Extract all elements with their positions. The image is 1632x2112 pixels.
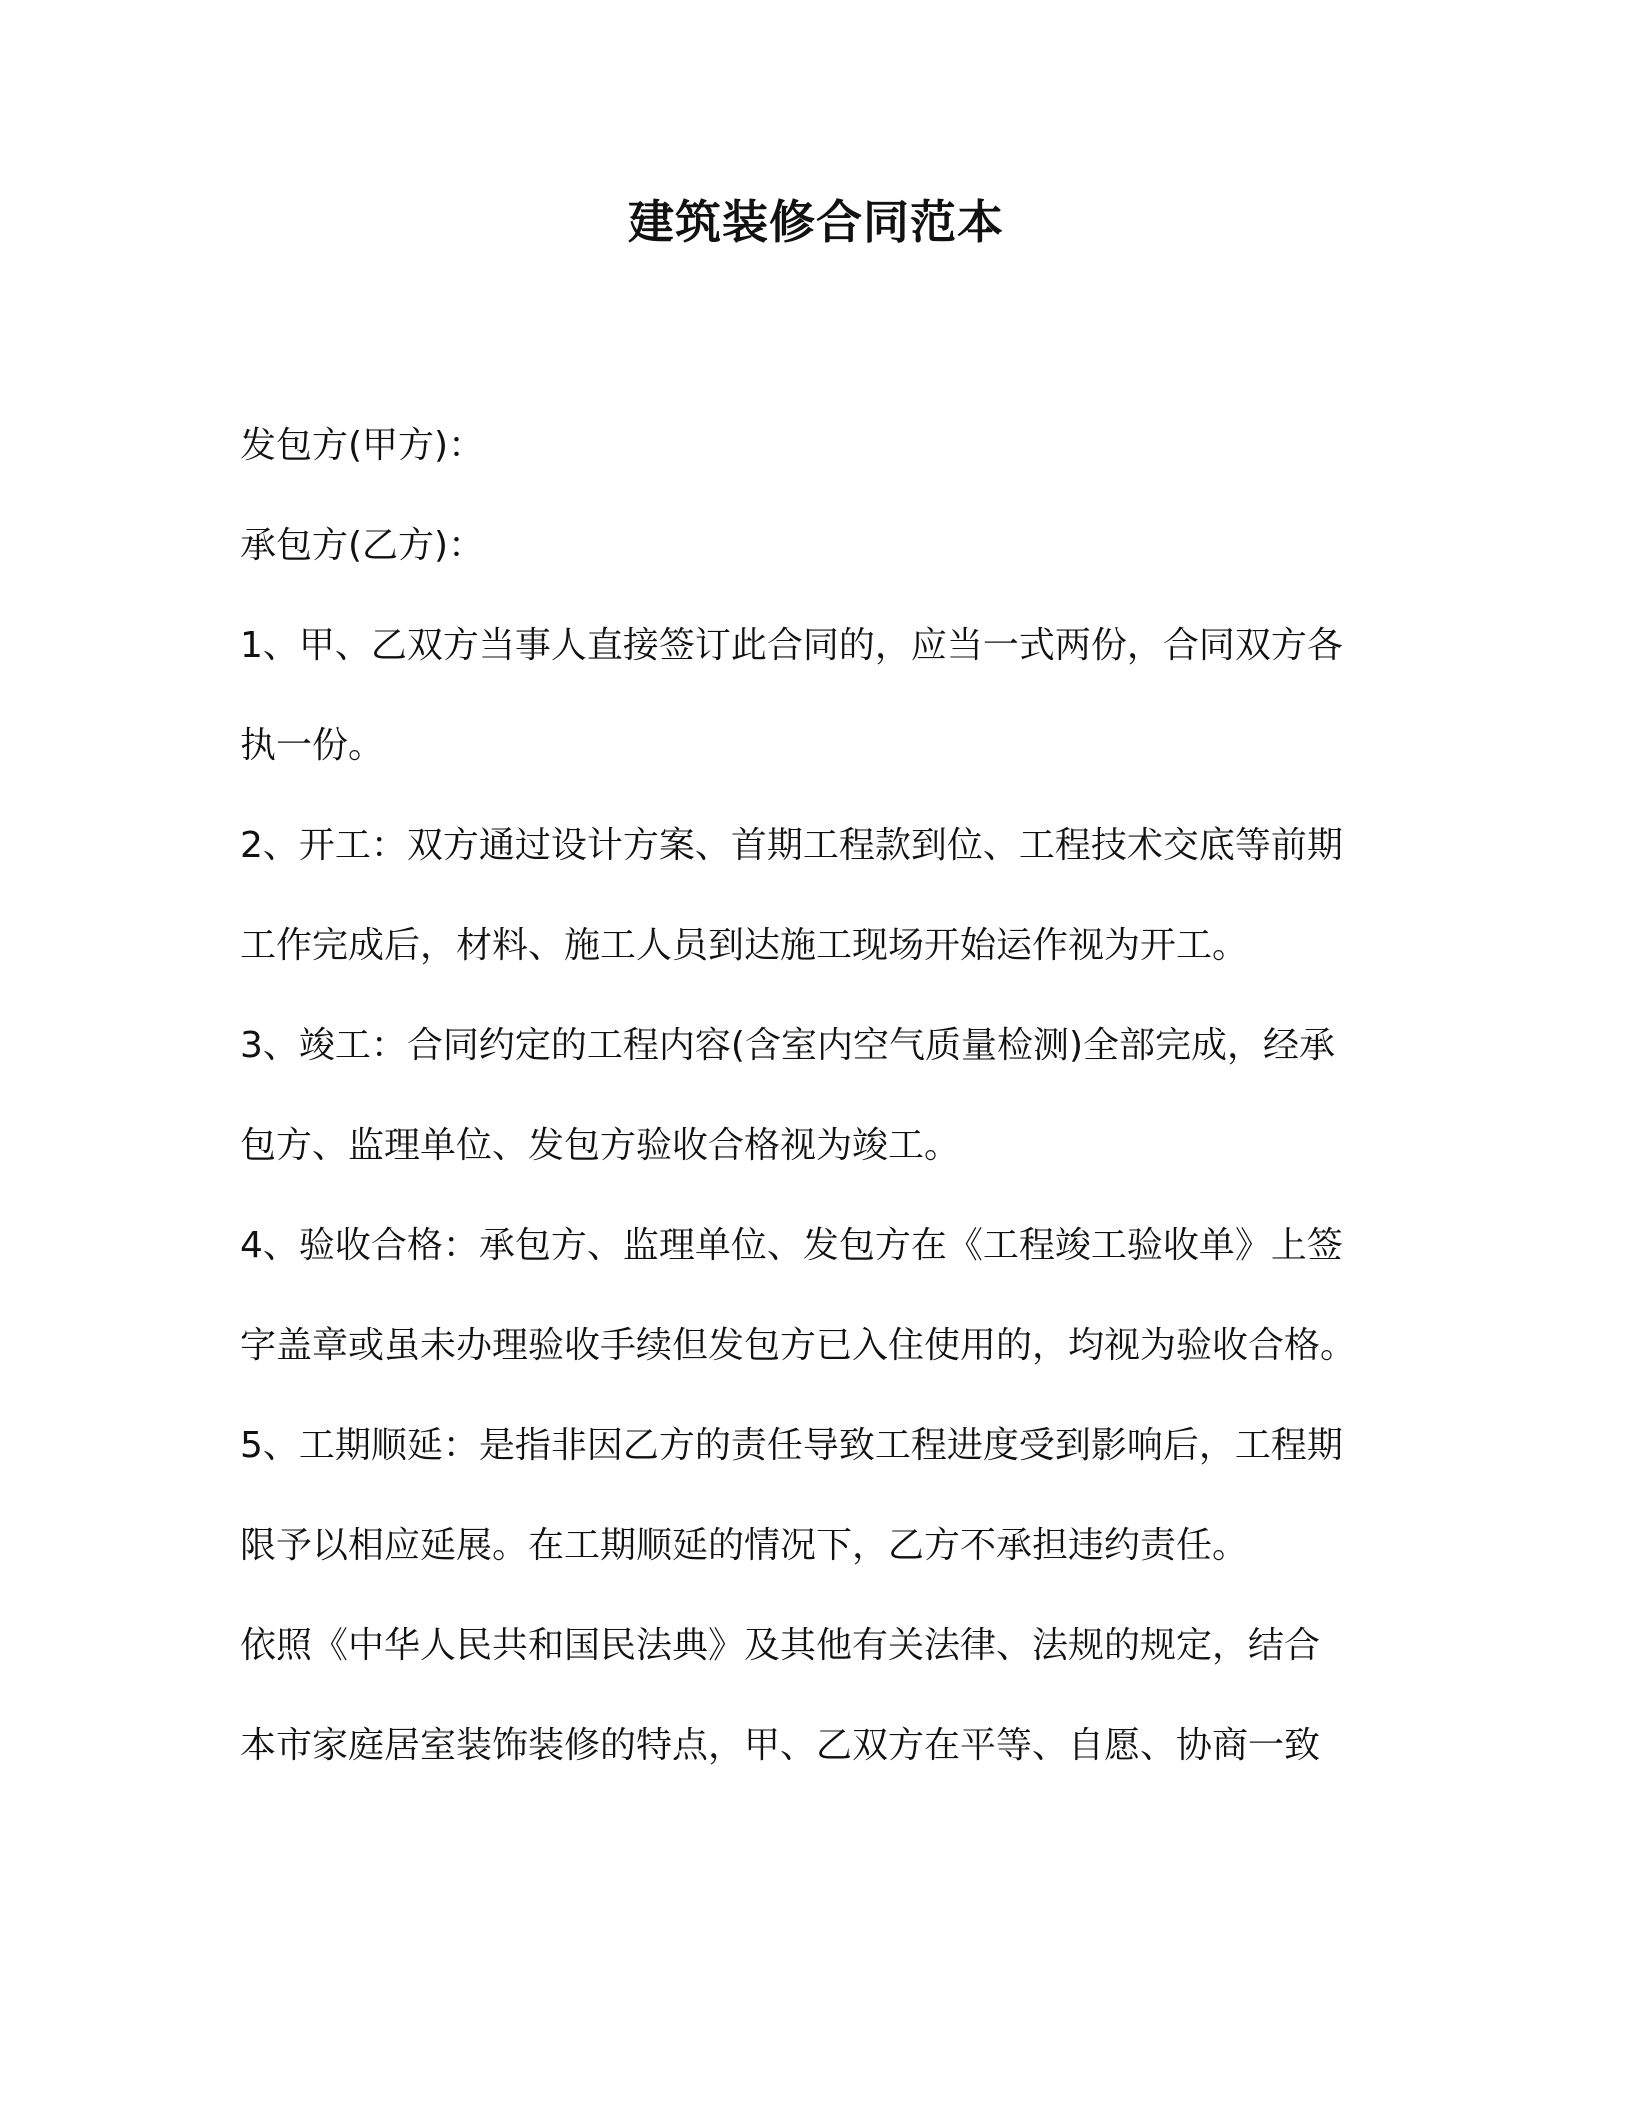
clause-4-line-1: 4、验收合格：承包方、监理单位、发包方在《工程竣工验收单》上签 xyxy=(240,1225,1343,1266)
clause-3-line-2: 包方、监理单位、发包方验收合格视为竣工。 xyxy=(240,1125,961,1166)
preamble-line-2: 本市家庭居室装饰装修的特点，甲、乙双方在平等、自愿、协商一致 xyxy=(240,1725,1321,1766)
preamble-line-1: 依照《中华人民共和国民法典》及其他有关法律、法规的规定，结合 xyxy=(240,1625,1321,1666)
document-title: 建筑装修合同范本 xyxy=(628,195,1004,249)
clause-2-line-2: 工作完成后，材料、施工人员到达施工现场开始运作视为开工。 xyxy=(240,925,1249,966)
clause-1-line-2: 执一份。 xyxy=(240,725,385,766)
clause-3-line-1: 3、竣工：合同约定的工程内容(含室内空气质量检测)全部完成，经承 xyxy=(240,1025,1335,1066)
clause-4-line-2: 字盖章或虽未办理验收手续但发包方已入住使用的，均视为验收合格。 xyxy=(240,1325,1357,1366)
party-a-line: 发包方(甲方)： xyxy=(240,425,485,466)
party-b-line: 承包方(乙方)： xyxy=(240,525,485,566)
clause-1-line-1: 1、甲、乙双方当事人直接签订此合同的，应当一式两份，合同双方各 xyxy=(240,625,1343,666)
clause-2-line-1: 2、开工：双方通过设计方案、首期工程款到位、工程技术交底等前期 xyxy=(240,825,1343,866)
clause-5-line-1: 5、工期顺延：是指非因乙方的责任导致工程进度受到影响后，工程期 xyxy=(240,1425,1343,1466)
clause-5-line-2: 限予以相应延展。在工期顺延的情况下，乙方不承担违约责任。 xyxy=(240,1525,1249,1566)
